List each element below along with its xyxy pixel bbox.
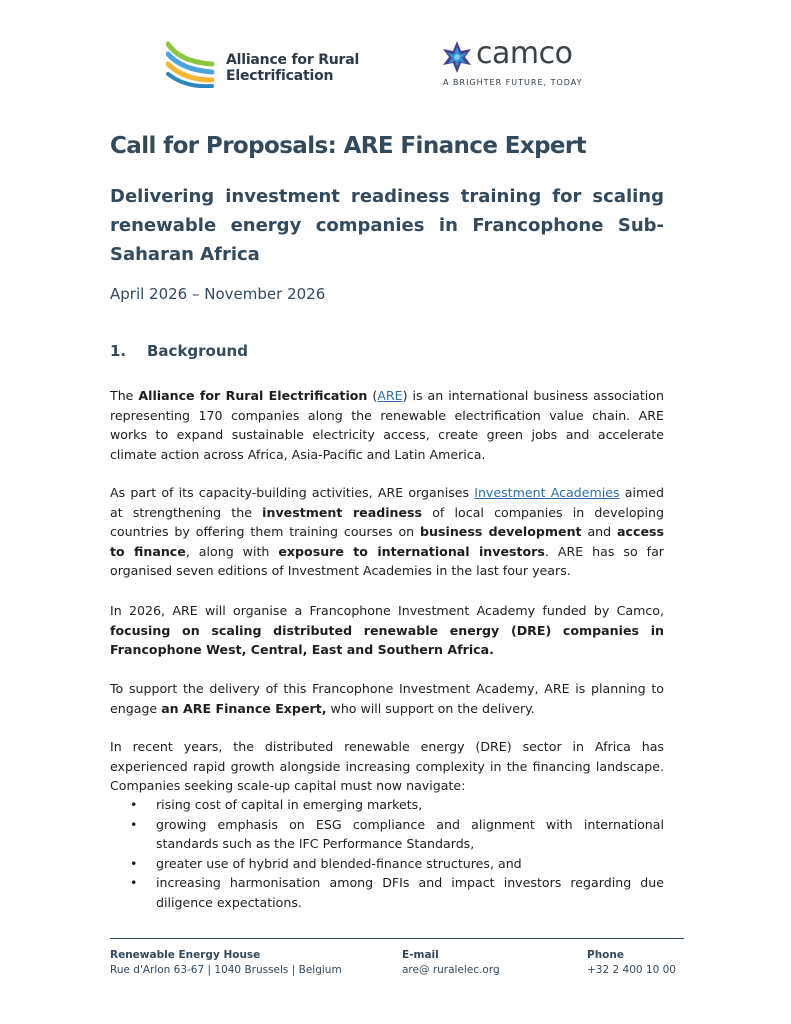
- bullet-icon: •: [130, 855, 138, 871]
- list-item-text: growing emphasis on ESG compliance and alignment with international standards such as the IFC Performance Standards,: [156, 816, 664, 851]
- bold-text: access to finance: [110, 524, 665, 559]
- camco-wordmark: camco: [476, 36, 573, 71]
- list-item-text: rising cost of capital in emerging markets,: [156, 797, 423, 812]
- page-title: Call for Proposals: ARE Finance Expert: [110, 133, 587, 159]
- bold-text: focusing on scaling distributed renewable energy (DRE) companies in Francophone West, Central, East and Southern Africa.: [110, 622, 664, 657]
- list-item-text: increasing harmonisation among DFIs and impact investors regarding due diligence expectations.: [156, 875, 664, 910]
- are-name-line2: Electrification: [226, 68, 334, 84]
- bullet-icon: •: [130, 797, 138, 812]
- text: To support the delivery of this Francophone Investment Academy, ARE is planning to engage: [110, 681, 664, 716]
- page-subtitle: Delivering investment readiness training for scaling renewable energy companies in Francophone Sub-Saharan Africa: [110, 186, 664, 265]
- camco-logo: [440, 36, 610, 92]
- text: As part of its capacity-building activities, ARE organises: [110, 485, 475, 500]
- section-title: Background: [147, 342, 248, 360]
- paragraph-dre-sector: [110, 737, 664, 796]
- list-item: [130, 795, 664, 815]
- project-dates: April 2026 – November 2026: [110, 285, 326, 303]
- section-number: 1.: [110, 342, 127, 360]
- challenges-list: [130, 795, 664, 912]
- text: , along with: [185, 543, 279, 559]
- investment-academies-link[interactable]: Investment Academies: [474, 485, 620, 500]
- camco-tagline: A BRIGHTER FUTURE, TODAY: [443, 78, 583, 87]
- text: . ARE has so far organised seven editions of Investment Academies in the last four years.: [110, 543, 664, 578]
- footer-email-heading: E-mail: [402, 949, 439, 961]
- bullet-icon: •: [130, 816, 138, 832]
- list-item: [130, 815, 664, 854]
- footer-address-heading: Renewable Energy House: [110, 949, 261, 961]
- bold-text: an ARE Finance Expert,: [161, 700, 327, 716]
- paragraph-francophone-academy: [110, 601, 664, 660]
- footer-divider: [110, 938, 684, 939]
- paragraph-investment-academies: [110, 483, 664, 581]
- text: who will support on the delivery.: [326, 700, 535, 716]
- are-swoosh-icon: [166, 40, 216, 88]
- are-link[interactable]: ARE: [377, 388, 403, 403]
- bullet-icon: •: [130, 875, 138, 890]
- footer-address: Rue d'Arlon 63-67 | 1040 Brussels | Belgium: [110, 964, 342, 976]
- footer-phone-heading: Phone: [587, 949, 624, 961]
- text: ) is an international business association representing 170 companies along the renewable electrification value chain. ARE works to expand sustainable electricity access, create green jobs and accelerate climate action across Africa, Asia-Pacific and Latin America.: [110, 388, 664, 462]
- text: aimed at strengthening the: [110, 485, 664, 520]
- text: The: [110, 388, 139, 403]
- list-item: [130, 873, 664, 912]
- bold-text: Alliance for Rural Electrification: [138, 388, 368, 403]
- text: In recent years, the distributed renewable energy (DRE) sector in Africa has experienced rapid growth alongside increasing complexity in the financing landscape. Companies seeking scale-up capital must now navigate:: [110, 739, 664, 793]
- paragraph-are-intro: [110, 386, 664, 464]
- bold-text: exposure to international investors: [278, 543, 545, 559]
- bold-text: business development: [420, 524, 582, 539]
- footer-email[interactable]: are@ ruralelec.org: [402, 964, 500, 976]
- text: (: [367, 388, 378, 403]
- text: of local companies in developing countries by offering them training courses on: [110, 504, 664, 539]
- are-name-line1: Alliance for Rural: [226, 52, 360, 68]
- bold-text: investment readiness: [262, 504, 423, 520]
- text: In 2026, ARE will organise a Francophone Investment Academy funded by Camco,: [110, 603, 664, 618]
- footer-phone: +32 2 400 10 00: [587, 964, 676, 976]
- text: and: [581, 524, 618, 539]
- paragraph-finance-expert: [110, 679, 664, 718]
- are-logo: [166, 40, 376, 90]
- list-item-text: greater use of hybrid and blended-finance structures, and: [156, 855, 522, 871]
- camco-star-icon: [440, 40, 474, 74]
- list-item: [130, 854, 664, 874]
